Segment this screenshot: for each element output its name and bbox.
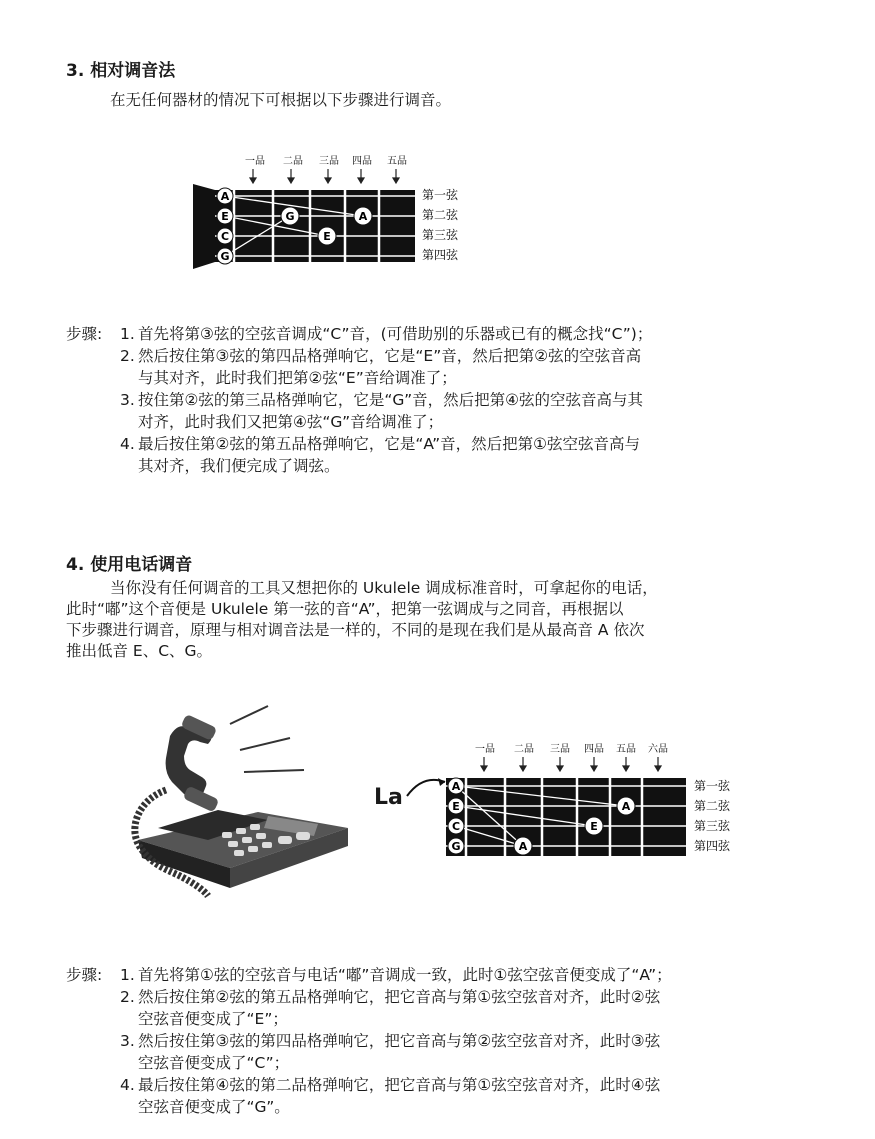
step-2: 2. 然后按住第②弦的第五品格弹响它，把它音高与第①弦空弦音对齐，此时②弦 空弦音便变成了“E”；: [120, 988, 661, 1028]
step-2: 2. 然后按住第③弦的第四品格弹响它，它是“E”音，然后把第②弦的空弦音高 与其对齐，此时我们把第②弦“E”音给调准了；: [120, 347, 642, 387]
la-label: La: [374, 785, 403, 810]
section3-title: 3. 相对调音法: [66, 61, 176, 81]
open-note-1: A: [451, 780, 461, 793]
open-note-3: C: [220, 230, 230, 243]
steps-label: 步骤:: [66, 325, 103, 343]
fretted-note-g: G: [285, 210, 295, 223]
sound-lines: [230, 706, 304, 772]
fretboard-diagram-2: [410, 738, 755, 863]
open-note-3: C: [451, 820, 461, 833]
fret-label-3: 三品: [550, 744, 570, 755]
fretted-note-a: A: [358, 210, 368, 223]
fret-arrows: [250, 169, 399, 183]
fret-label-4: 四品: [584, 744, 604, 755]
section3-steps: [66, 324, 826, 494]
fretted-note-e: E: [323, 230, 331, 243]
section4-paragraph: 当你没有任何调音的工具又想把你的 Ukulele 调成标准音时，可拿起你的电话， 此时“嘟”这个音便是 Ukulele 第一弦的音“A”，把第一弦调成与之同音，再根据以 下步骤进行调音，原理与相对调音法是一样的，不同的是现在我们是从最高音 A 依次 推出低音 E、C、G。: [66, 579, 658, 660]
telephone-illustration: [118, 700, 358, 900]
open-note-2: E: [221, 210, 229, 223]
fretted-note-a-fifth: A: [621, 800, 631, 813]
fret-label-5: 五品: [616, 744, 636, 755]
fret-label-1: 一品: [475, 744, 495, 755]
string-label-2: 第二弦: [422, 208, 459, 222]
section4-title: 4. 使用电话调音: [66, 555, 193, 575]
string-label-1: 第一弦: [422, 188, 459, 202]
fret-label-6: 六品: [648, 744, 668, 755]
step-4: 4. 最后按住第②弦的第五品格弹响它，它是“A”音，然后把第①弦空弦音高与 其对齐，我们便完成了调弦。: [120, 435, 641, 475]
step-3: 3. 然后按住第③弦的第四品格弹响它，把它音高与第②弦空弦音对齐，此时③弦 空弦音便变成了“C”；: [120, 1032, 661, 1072]
steps-label: 步骤:: [66, 966, 103, 984]
open-note-2: E: [452, 800, 460, 813]
fret-label-4: 四品: [352, 156, 372, 167]
open-note-4: G: [451, 840, 461, 853]
fret-label-5: 五品: [387, 156, 407, 167]
open-note-4: G: [220, 250, 230, 263]
open-note-1: A: [220, 190, 230, 203]
fretted-note-e: E: [590, 820, 598, 833]
string-label-2: 第二弦: [694, 799, 731, 813]
section4-steps: [66, 965, 836, 1130]
string-label-3: 第三弦: [694, 819, 731, 833]
string-label-1: 第一弦: [694, 779, 731, 793]
section3-intro: 在无任何器材的情况下可根据以下步骤进行调音。: [110, 91, 452, 109]
string-label-4: 第四弦: [422, 248, 459, 262]
step-1: 1. 首先将第①弦的空弦音与电话“嘟”音调成一致，此时①弦空弦音便变成了“A”；: [120, 966, 672, 984]
string-label-4: 第四弦: [694, 839, 731, 853]
fret-label-2: 二品: [514, 744, 534, 755]
string-label-3: 第三弦: [422, 228, 459, 242]
fretboard-diagram-1: [185, 150, 485, 275]
fretted-note-a-second: A: [518, 840, 528, 853]
step-4: 4. 最后按住第④弦的第二品格弹响它，把它音高与第①弦空弦音对齐，此时④弦 空弦音便变成了“G”。: [120, 1076, 661, 1116]
step-1: 1. 首先将第③弦的空弦音调成“C”音，(可借助别的乐器或已有的概念找“C”)；: [120, 325, 653, 343]
fret-label-3: 三品: [319, 156, 339, 167]
step-3: 3. 按住第②弦的第三品格弹响它，它是“G”音，然后把第④弦的空弦音高与其 对齐，此时我们又把第④弦“G”音给调准了；: [120, 391, 644, 431]
fret-label-1: 一品: [245, 156, 265, 167]
fret-label-2: 二品: [283, 156, 303, 167]
fret-arrows: [481, 757, 661, 771]
